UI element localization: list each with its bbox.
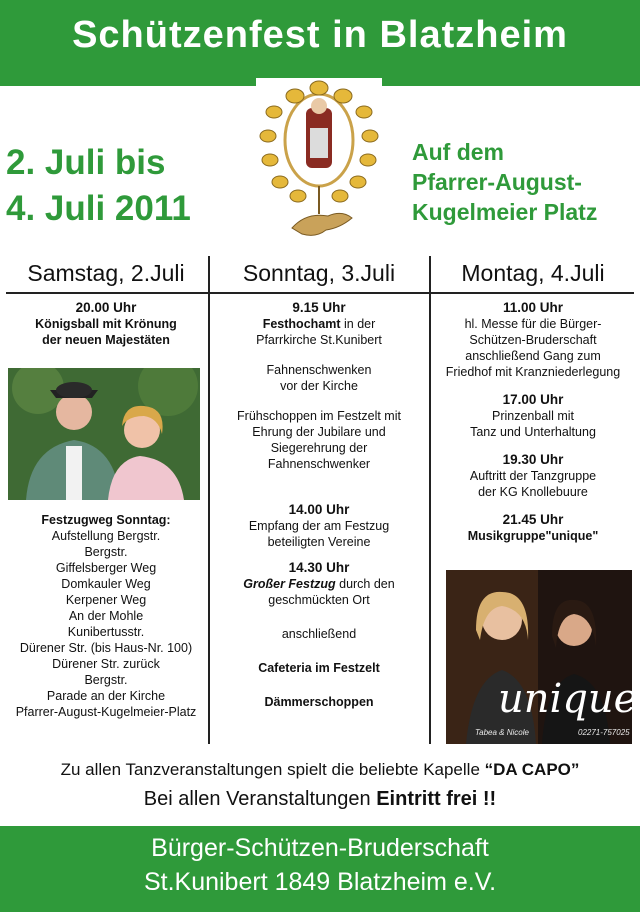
mon-time-2: 17.00 Uhr: [502, 392, 564, 407]
mon-event-1d: Friedhof mit Kranzniederlegung: [445, 365, 621, 379]
sun-event-4b: beteiligten Vereine: [267, 535, 371, 549]
sun-event-5-bold: Großer Festzug: [243, 577, 336, 591]
sun-event-3a: Frühschoppen im Festzelt mit: [237, 409, 401, 423]
route-item: Aufstellung Bergstr.: [51, 529, 161, 543]
place-line-2: Pfarrer-August-: [412, 169, 582, 195]
mon-event-3b: der KG Knollebuure: [478, 485, 588, 499]
admission-free: Eintritt frei !!: [376, 788, 497, 810]
sun-event-1: [212, 316, 426, 332]
sun-event-8: Dämmerschoppen: [264, 695, 374, 709]
route-item: Kunibertusstr.: [67, 625, 145, 639]
place-line-3: Kugelmeier Platz: [412, 199, 598, 225]
mon-event-1a: hl. Messe für die Bürger-: [464, 317, 602, 331]
day-heading-monday: Montag, 4.Juli: [461, 260, 605, 286]
sun-event-5-rest: durch den: [335, 577, 395, 591]
route-item: Pfarrer-August-Kugelmeier-Platz: [15, 705, 197, 719]
music-note-band: “DA CAPO”: [484, 760, 580, 779]
guild-emblem: [256, 78, 382, 246]
sun-time-1: 9.15 Uhr: [292, 300, 346, 315]
sat-event-1a: Königsball mit Krönung: [35, 317, 177, 331]
route-item: Dürener Str. (bis Haus-Nr. 100): [19, 641, 193, 655]
sun-event-4a: Empfang der am Festzug: [248, 519, 390, 533]
sun-event-2a: Fahnenschwenken: [266, 363, 372, 377]
sun-event-1b: Pfarrkirche St.Kunibert: [256, 333, 382, 347]
heading-underline: [6, 292, 634, 294]
mon-time-1: 11.00 Uhr: [502, 300, 564, 315]
place-line-1: Auf dem: [412, 139, 504, 165]
emblem-icon: [256, 78, 382, 246]
day-heading-saturday: Samstag, 2.Juli: [27, 260, 185, 286]
sun-event-5b: geschmückten Ort: [268, 593, 370, 607]
sun-event-2b: vor der Kirche: [280, 379, 358, 393]
mon-time-3: 19.30 Uhr: [502, 452, 564, 467]
music-note-text: Zu allen Tanzveranstaltungen spielt die beliebte Kapelle: [60, 760, 485, 779]
monday-column: [432, 300, 634, 544]
sun-time-3: 14.30 Uhr: [288, 560, 350, 575]
event-dates: [6, 140, 191, 232]
sun-time-2: 14.00 Uhr: [288, 502, 350, 517]
mon-event-4: Musikgruppe"unique": [467, 529, 599, 543]
column-divider-1: [208, 256, 210, 744]
sun-event-6: anschließend: [281, 627, 357, 641]
band-phone: 02271-757025: [578, 728, 630, 737]
royal-couple-photo: [8, 368, 200, 500]
sat-event-1b: der neuen Majestäten: [42, 333, 170, 347]
dates-line-1: 2. Juli bis: [6, 143, 166, 182]
mon-event-1b: Schützen-Bruderschaft: [469, 333, 597, 347]
dates-line-2: 4. Juli 2011: [6, 189, 191, 228]
sun-event-3d: Fahnenschwenker: [267, 457, 371, 471]
saturday-column: [6, 300, 206, 348]
day-heading-sunday: Sonntag, 3.Juli: [242, 260, 396, 286]
sunday-column: [212, 300, 426, 710]
saturday-route: [6, 512, 206, 720]
sun-event-3b: Ehrung der Jubilare und: [252, 425, 386, 439]
sat-time-1: 20.00 Uhr: [75, 300, 137, 315]
route-item: Domkauler Weg: [61, 577, 151, 591]
route-item: Parade an der Kirche: [46, 689, 166, 703]
mon-event-1c: anschließend Gang zum: [465, 349, 601, 363]
column-divider-2: [429, 256, 431, 744]
mon-time-4: 21.45 Uhr: [502, 512, 564, 527]
admission-note: [0, 788, 640, 811]
band-names: Tabea & Nicole: [475, 728, 529, 737]
route-item: Kerpener Weg: [65, 593, 147, 607]
route-item: An der Mohle: [68, 609, 144, 623]
admission-note-text: Bei allen Veranstaltungen: [143, 788, 377, 810]
route-title: Festzugweg Sonntag:: [41, 513, 171, 527]
route-item: Bergstr.: [84, 545, 128, 559]
sun-event-7: Cafeteria im Festzelt: [258, 661, 380, 675]
sun-event-3c: Siegerehrung der: [270, 441, 368, 455]
couple-image: [8, 368, 200, 500]
mon-event-2a: Prinzenball mit: [492, 409, 574, 423]
event-location: [412, 137, 597, 227]
route-item: Dürener Str. zurück: [52, 657, 160, 671]
route-item: Giffelsberger Weg: [55, 561, 157, 575]
band-logo: unique: [498, 676, 638, 722]
route-item: Bergstr.: [84, 673, 128, 687]
sun-event-1-rest: in der: [340, 317, 376, 331]
music-note: [0, 760, 640, 780]
sun-event-1-bold: Festhochamt: [262, 317, 341, 331]
mon-event-2b: Tanz und Unterhaltung: [470, 425, 596, 439]
page-title: Schützenfest in Blatzheim: [72, 14, 568, 56]
organizer-line-1: Bürger-Schützen-Bruderschaft: [151, 834, 489, 862]
organizer-line-2: St.Kunibert 1849 Blatzheim e.V.: [143, 868, 497, 896]
mon-event-3a: Auftritt der Tanzgruppe: [469, 469, 597, 483]
